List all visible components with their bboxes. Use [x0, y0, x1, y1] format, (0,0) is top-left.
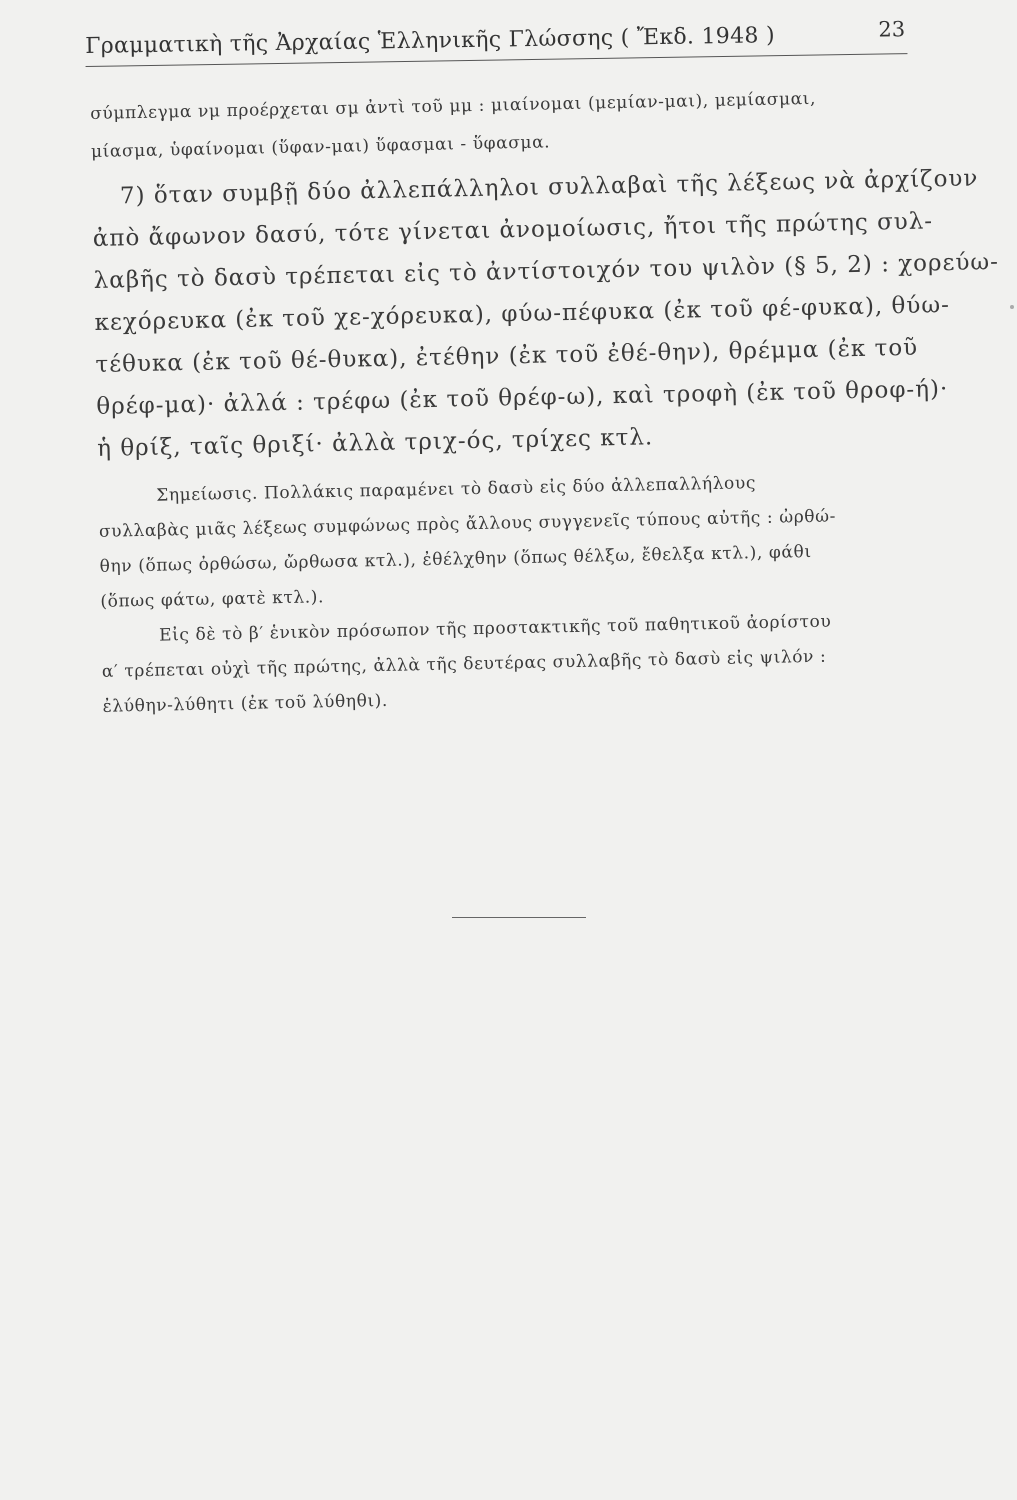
note-line: θην (ὅπως ὀρθώσω, ὤρθωσα κτλ.), ἐθέλχθην (ὅπως θέλξω, ἔθελξα κτλ.), φάθι [99, 541, 812, 577]
note-line: (ὅπως φάτω, φατὲ κτλ.). [100, 587, 325, 612]
note-line: α′ τρέπεται οὐχὶ τῆς πρώτης, ἀλλὰ τῆς δευτέρας συλλαβῆς τὸ δασὺ εἰς ψιλόν : [101, 646, 827, 682]
running-title: Γραμματικὴ τῆς Ἀρχαίας Ἑλληνικῆς Γλώσσης ( Ἔκδ. 1948 ) [85, 23, 776, 59]
text-line: θρέφ-μα)· ἀλλά : τρέφω (ἐκ τοῦ θρέφ-ω), καὶ τροφὴ (ἐκ τοῦ θροφ-ή)· [96, 376, 949, 420]
page-number: 23 [878, 17, 906, 42]
text-line: λαβῆς τὸ δασὺ τρέπεται εἰς τὸ ἀντίστοιχόν του ψιλὸν (§ 5, 2) : χορεύω- [93, 249, 1000, 294]
note-line: ἐλύθην-λύθητι (ἐκ τοῦ λύθηθι). [102, 690, 389, 717]
text-line: σύμπλεγμα νμ προέρχεται σμ ἀντὶ τοῦ μμ : μιαίνομαι (μεμίαν-μαι), μεμίασμαι, [90, 88, 817, 124]
margin-speck [1010, 305, 1014, 309]
text-line: τέθυκα (ἐκ τοῦ θέ-θυκα), ἐτέθην (ἐκ τοῦ ἐθέ-θην), θρέμμα (ἐκ τοῦ [95, 334, 919, 378]
text-line: ἡ θρίξ, ταῖς θριξί· ἀλλὰ τριχ-ός, τρίχες κτλ. [96, 424, 654, 462]
body-text [90, 86, 1000, 717]
text-line: κεχόρευκα (ἐκ τοῦ χε-χόρευκα), φύω-πέφυκα (ἐκ τοῦ φέ-φυκα), θύω- [94, 292, 951, 336]
text-line: μίασμα, ὑφαίνομαι (ὕφαν-μαι) ὕφασμαι - ὕφασμα. [90, 132, 551, 162]
text-line: ἀπὸ ἄφωνον δασύ, τότε γίνεται ἀνομοίωσις, ἤτοι τῆς πρώτης συλ- [92, 208, 934, 252]
section-end-rule [452, 917, 586, 918]
note-line: Εἰς δὲ τὸ β′ ἑνικὸν πρόσωπον τῆς προστακτικῆς τοῦ παθητικοῦ ἀορίστου [158, 611, 832, 646]
note-line: Σημείωσις. Πολλάκις παραμένει τὸ δασὺ εἰς δύο ἀλλεπαλλήλους [156, 473, 757, 506]
note-line: συλλαβὰς μιᾶς λέξεως συμφώνως πρὸς ἄλλους συγγενεῖς τύπους αὐτῆς : ὠρθώ- [98, 506, 837, 542]
running-head [85, 17, 908, 70]
text-line: 7) ὅταν συμβῇ δύο ἀλλεπάλληλοι συλλαβαὶ τῆς λέξεως νὰ ἀρχίζουν [119, 165, 979, 210]
